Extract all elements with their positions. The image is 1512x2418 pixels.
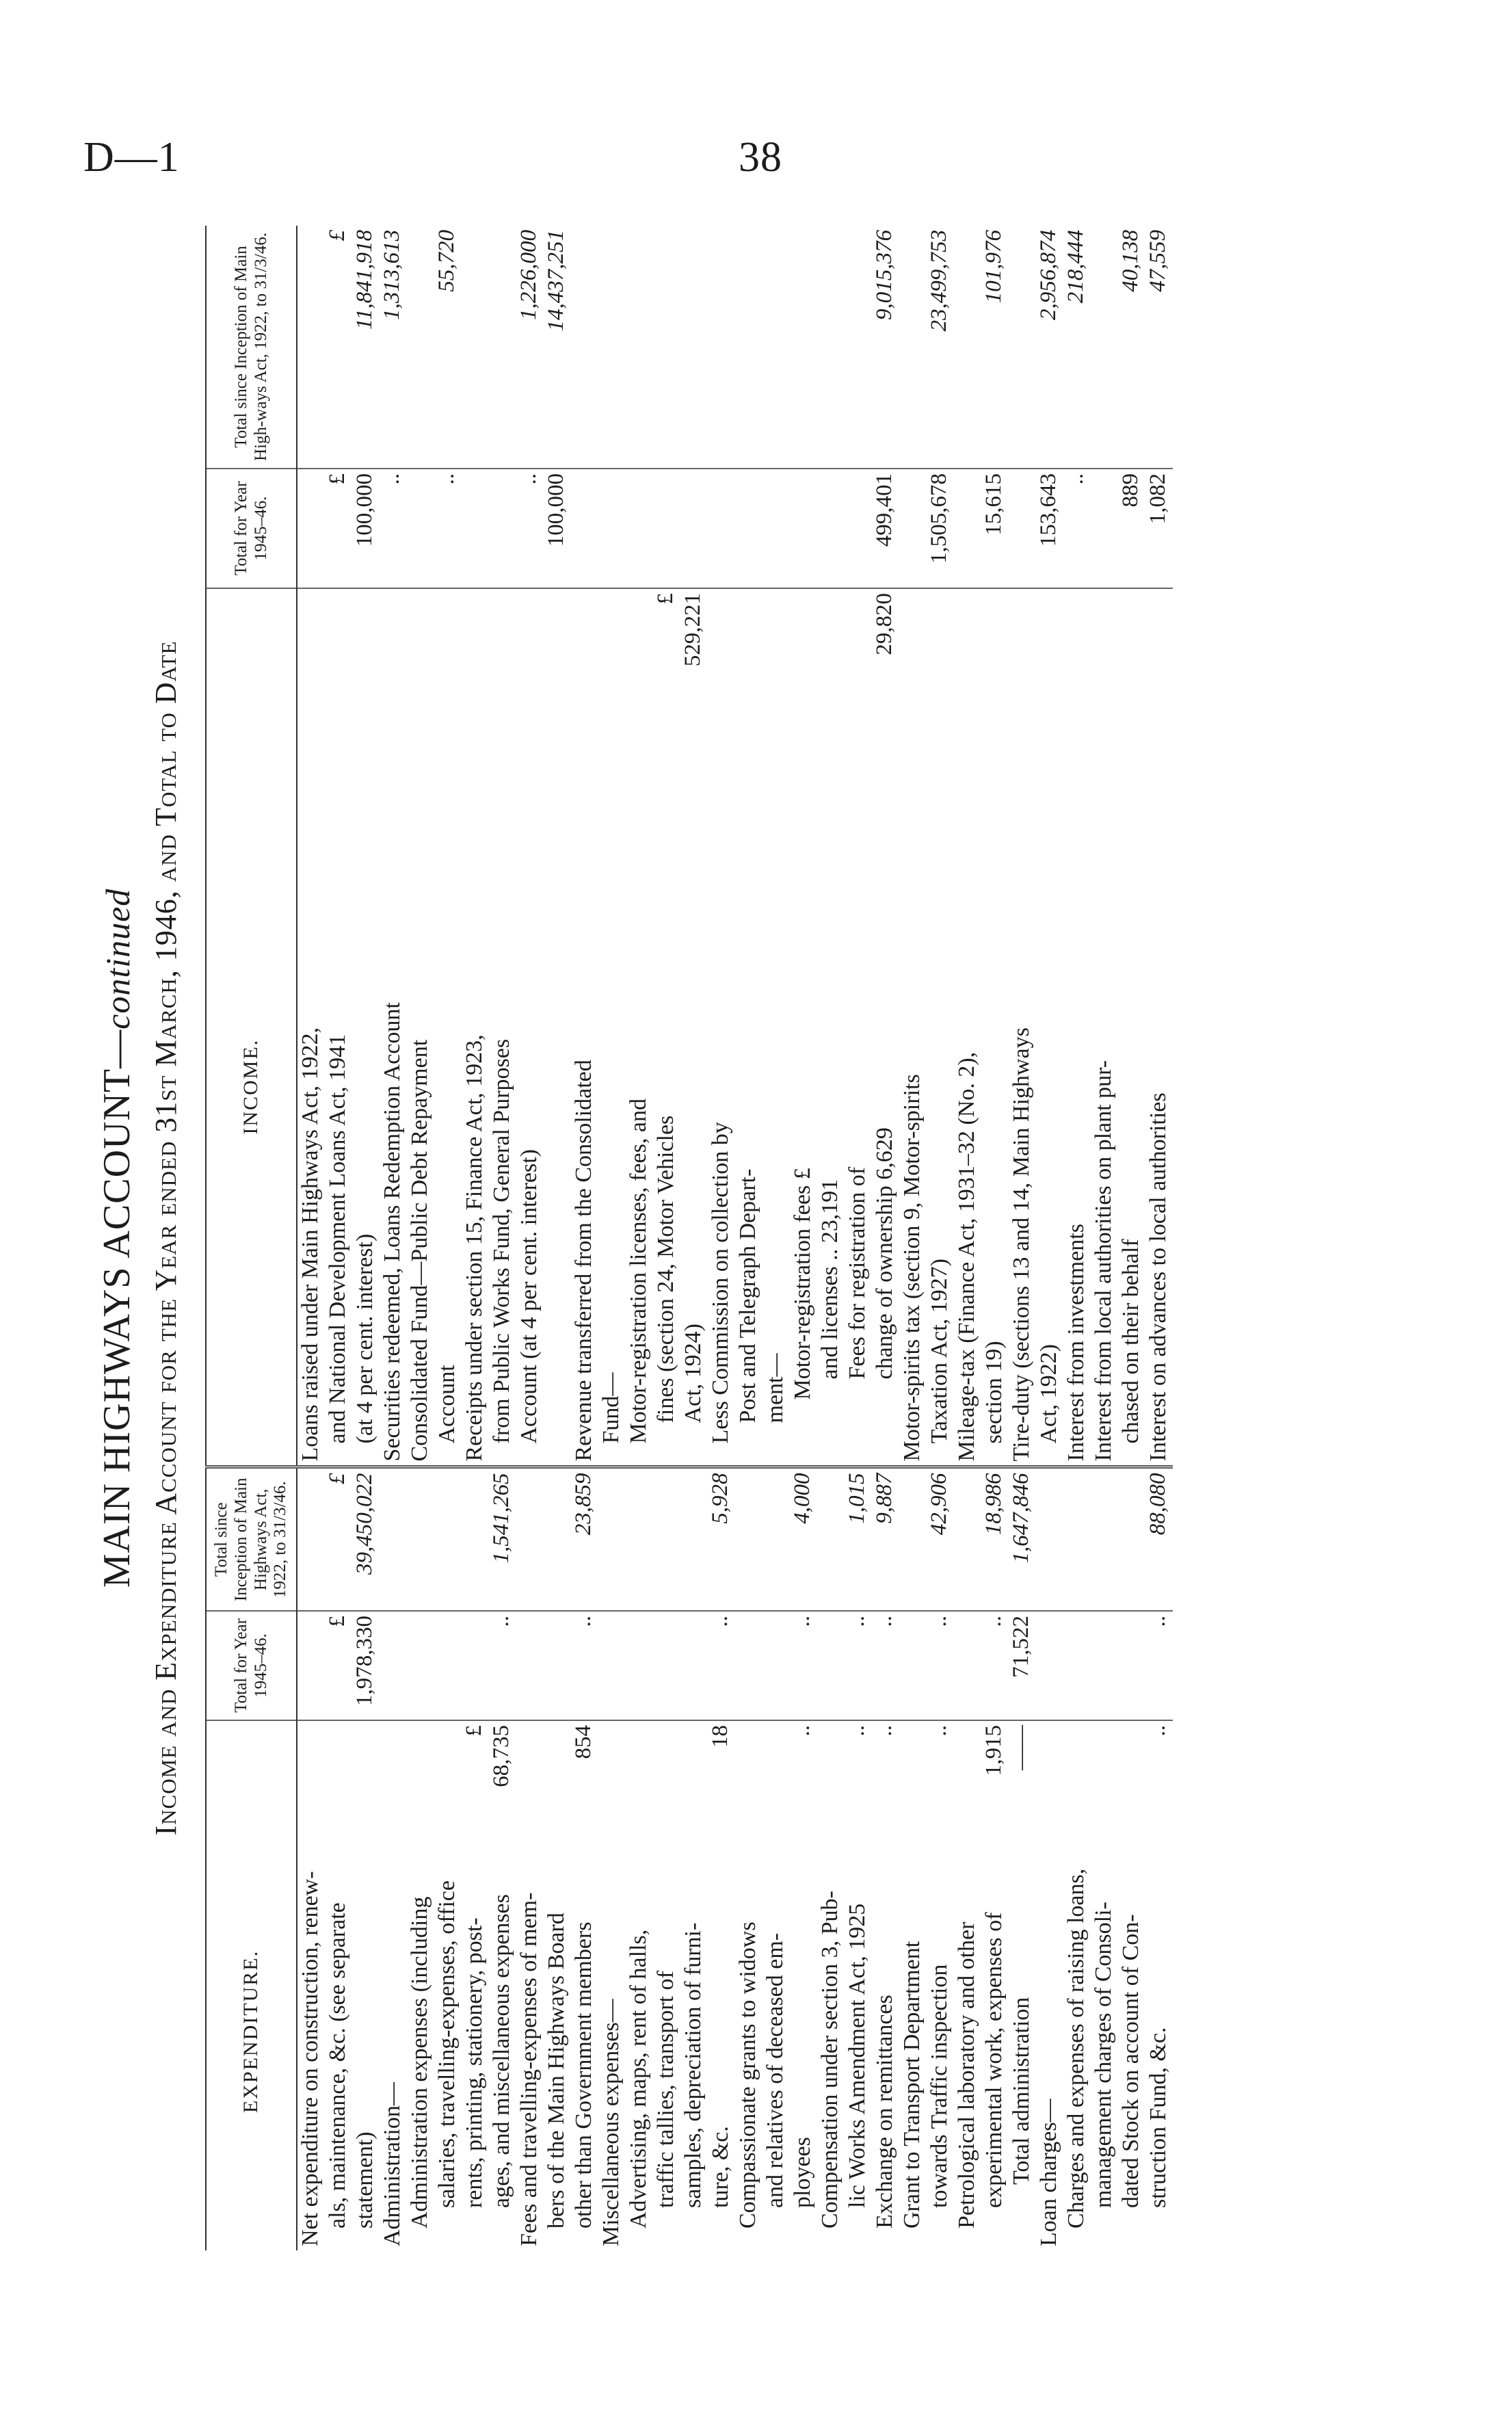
- inc-inner-header: [206, 588, 297, 708]
- expenditure-line: Total administration: [1009, 1997, 1034, 2185]
- income-line: Motor-spirits tax (section 9, Motor-spirits: [899, 1074, 925, 1462]
- income-inner-amount: [380, 593, 407, 704]
- income-since-amount: [297, 230, 325, 464]
- income-year-amount: [297, 473, 325, 583]
- expenditure-since-amount: [626, 1473, 653, 1607]
- expenditure-year-amount: [653, 1616, 680, 1716]
- income-year-amount: [817, 473, 845, 583]
- income-inner-amount: [1118, 593, 1145, 704]
- income-line: change of ownership 6,629: [872, 1127, 897, 1380]
- income-since-amount: [954, 230, 981, 464]
- income-line: and National Development Loans Act, 1941: [325, 1034, 350, 1444]
- expenditure-since-amount: 23,859: [571, 1473, 596, 1536]
- income-since-amount: 14,437,251: [544, 230, 568, 332]
- expenditure-year-amount: [735, 1616, 762, 1716]
- income-since-amount: 1,313,613: [380, 230, 404, 320]
- expenditure-line: experimental work, expenses of: [981, 1912, 1007, 2208]
- expenditure-year-amount: [462, 1616, 489, 1716]
- income-since-amount: [899, 230, 927, 464]
- expenditure-year-amount: [380, 1616, 407, 1716]
- income-inner-amount: [297, 593, 325, 704]
- income-line: Loans raised under Main Highways Act, 1922,: [297, 1027, 323, 1462]
- expenditure-since-amount: [598, 1473, 626, 1607]
- expenditure-year-amount: [1063, 1616, 1091, 1716]
- income-year-amount: [626, 473, 653, 583]
- expenditure-since-amount: [735, 1473, 762, 1607]
- income-year-amount: [762, 473, 790, 583]
- expenditure-line: als, maintenance, &c. (see separate: [325, 1902, 350, 2229]
- expenditure-inner-amount: ..: [790, 1725, 814, 1737]
- expenditure-since-amount: [380, 1473, 407, 1607]
- expenditure-since-amount: [653, 1473, 680, 1607]
- income-since-amount: 23,499,753: [927, 230, 951, 332]
- expenditure-inner-amount: 1,915: [981, 1725, 1006, 1776]
- expenditure-year-amount: [598, 1616, 626, 1716]
- income-since-amount: [462, 230, 489, 464]
- income-inner-amount: [626, 593, 653, 704]
- expenditure-since-amount: [1091, 1473, 1118, 1607]
- expenditure-since-amount: £: [325, 1473, 349, 1484]
- income-header: INCOME.: [206, 708, 297, 1467]
- income-inner-amount: [489, 593, 516, 704]
- expenditure-since-amount: [817, 1473, 845, 1607]
- expenditure-since-amount: [954, 1473, 981, 1607]
- income-year-amount: 1,505,678: [927, 473, 951, 564]
- expenditure-line: management charges of Consoli-: [1091, 1902, 1116, 2208]
- income-line: Receipts under section 15, Finance Act, 1923,: [462, 1034, 487, 1462]
- expenditure-line: Charges and expenses of raising loans,: [1063, 1868, 1089, 2229]
- income-year-amount: [1091, 473, 1118, 583]
- expenditure-year-amount: [407, 1616, 434, 1716]
- expenditure-year-amount: [516, 1616, 544, 1716]
- expenditure-year-amount: [1036, 1616, 1063, 1716]
- expenditure-line: Compensation under section 3, Pub-: [817, 1891, 843, 2229]
- page-number: 38: [739, 134, 782, 181]
- exp-year-header: Total for Year 1945–46.: [206, 1611, 297, 1720]
- income-line: and licenses .. 23,191: [817, 1179, 843, 1380]
- income-year-amount: [899, 473, 927, 583]
- income-since-amount: [571, 230, 598, 464]
- expenditure-year-amount: [626, 1616, 653, 1716]
- income-line: Fund—: [598, 1372, 624, 1444]
- income-line: Mileage-tax (Finance Act, 1931–32 (No. 2),: [954, 1051, 979, 1462]
- income-inner-amount: [1091, 593, 1118, 704]
- income-year-amount: £: [325, 473, 349, 485]
- body-row: [297, 226, 1173, 2250]
- expenditure-inner-amount: [653, 1725, 680, 1809]
- income-year-amounts: [297, 469, 1173, 588]
- expenditure-year-amount: ..: [927, 1616, 951, 1627]
- expenditure-year-amount: ..: [571, 1616, 596, 1627]
- expenditure-line: Advertising, maps, rent of halls,: [626, 1929, 651, 2229]
- account-table: [205, 226, 1173, 2250]
- expenditure-since-amount: [407, 1473, 434, 1607]
- income-since-amount: 101,976: [981, 230, 1006, 304]
- expenditure-since-amount: [297, 1473, 325, 1607]
- expenditure-year-amount: [899, 1616, 927, 1716]
- income-since-amount: [845, 230, 872, 464]
- expenditure-since-amount: 42,906: [927, 1473, 951, 1536]
- expenditure-since-amount: [1036, 1473, 1063, 1607]
- expenditure-year-amount: ..: [1145, 1616, 1170, 1627]
- income-inner-amount: [708, 593, 735, 704]
- expenditure-year-amount: [544, 1616, 571, 1716]
- income-line: Motor-registration licenses, fees, and: [626, 1099, 651, 1444]
- income-line: from Public Works Fund, General Purposes: [489, 1038, 514, 1444]
- expenditure-descriptions: [297, 1813, 1173, 2250]
- expenditure-year-amount: [762, 1616, 790, 1716]
- income-inner-amount: [571, 593, 598, 704]
- income-since-amount: [407, 230, 434, 464]
- income-line: Interest from local authorities on plant pur-: [1091, 1060, 1116, 1462]
- expenditure-inner-amount: [297, 1725, 325, 1809]
- expenditure-header: EXPENDITURE.: [206, 1813, 297, 2250]
- expenditure-year-amount: [817, 1616, 845, 1716]
- income-year-amount: [1009, 473, 1036, 583]
- income-year-amount: [845, 473, 872, 583]
- expenditure-year-amount: ..: [981, 1616, 1006, 1627]
- income-line: [544, 712, 571, 1462]
- income-year-amount: [735, 473, 762, 583]
- expenditure-inner-amount: ..: [1145, 1725, 1170, 1737]
- income-since-amount: 1,226,000: [516, 230, 541, 320]
- income-year-amount: [653, 473, 680, 583]
- income-since-amount: [1009, 230, 1036, 464]
- expenditure-line: ages, and miscellaneous expenses: [489, 1894, 514, 2208]
- expenditure-since-amount: [462, 1473, 489, 1607]
- expenditure-since-amount: 39,450,022: [352, 1473, 377, 1575]
- income-inner-amount: [462, 593, 489, 704]
- income-since-amount: 11,841,918: [352, 230, 377, 330]
- income-line: Less Commission on collection by: [708, 1122, 733, 1444]
- income-since-amount: 47,559: [1145, 230, 1170, 292]
- expenditure-line: Fees and travelling-expenses of mem-: [516, 1892, 542, 2246]
- expenditure-line: Administration expenses (including: [407, 1896, 432, 2229]
- expenditure-inner-amount: [1063, 1725, 1091, 1809]
- expenditure-year-amount: 71,522: [1009, 1616, 1033, 1678]
- income-year-amount: 15,615: [981, 473, 1006, 536]
- expenditure-inner-amount: [1091, 1725, 1118, 1809]
- income-since-amount: [817, 230, 845, 464]
- income-since-amount: 2,956,874: [1036, 230, 1061, 320]
- expenditure-line: Grant to Transport Department: [899, 1941, 925, 2229]
- expenditure-inner-amount: ..: [927, 1725, 951, 1737]
- expenditure-line: towards Traffic inspection: [927, 1964, 952, 2208]
- income-since-amount: 9,015,376: [872, 230, 897, 320]
- expenditure-inner-amount: [1036, 1725, 1063, 1809]
- income-year-amount: [680, 473, 708, 583]
- income-since-amount: [626, 230, 653, 464]
- income-since-amounts: [297, 226, 1173, 469]
- expenditure-inner-amount: [516, 1725, 544, 1809]
- exp-since-header: Total since Inception of Main Highways Act, 1922, to 31/3/46.: [206, 1467, 297, 1611]
- income-inner-amount: [735, 593, 762, 704]
- income-year-amount: [790, 473, 817, 583]
- expenditure-line: ployees: [790, 2137, 815, 2208]
- income-line: Act, 1924): [680, 1324, 706, 1423]
- income-line: Act, 1922): [1036, 1344, 1061, 1444]
- expenditure-inner-amount: [954, 1725, 981, 1809]
- expenditure-line: struction Fund, &c.: [1145, 2027, 1171, 2208]
- expenditure-line: Loan charges—: [1036, 2099, 1061, 2246]
- expenditure-since-amount: [899, 1473, 927, 1607]
- expenditure-line: lic Works Amendment Act, 1925: [845, 1903, 870, 2208]
- expenditure-line: dated Stock on account of Con-: [1118, 1914, 1143, 2208]
- income-line: Securities redeemed, Loans Redemption Account: [380, 1002, 405, 1462]
- expenditure-line: and relatives of deceased em-: [762, 1932, 788, 2208]
- income-since-amount: £: [325, 230, 349, 241]
- income-line: Interest from investments: [1063, 1224, 1089, 1462]
- income-since-amount: 218,444: [1063, 230, 1088, 304]
- expenditure-inner-amount: [762, 1725, 790, 1809]
- expenditure-inner-amounts: [297, 1720, 1173, 1813]
- expenditure-since-amount: 4,000: [790, 1473, 814, 1524]
- income-since-amount: [598, 230, 626, 464]
- income-year-amount: [462, 473, 489, 583]
- income-year-amount: 100,000: [352, 473, 377, 547]
- income-inner-amount: [927, 593, 954, 704]
- expenditure-inner-amount: [598, 1725, 626, 1809]
- income-year-amount: ..: [1063, 473, 1088, 485]
- expenditure-year-amount: 1,978,330: [352, 1616, 377, 1706]
- expenditure-since-amount: [1063, 1473, 1091, 1607]
- expenditure-line: ture, &c.: [708, 2126, 733, 2208]
- income-line: (at 4 per cent. interest): [352, 1233, 377, 1444]
- income-inner-amount: [434, 593, 462, 704]
- expenditure-inner-amount: 854: [571, 1725, 596, 1759]
- expenditure-since-amount: [434, 1473, 462, 1607]
- expenditure-line: rents, printing, stationery, post-: [462, 1917, 487, 2208]
- expenditure-since-amount: [544, 1473, 571, 1607]
- income-inner-amount: [352, 593, 380, 704]
- expenditure-line: traffic tallies, transport of: [653, 1971, 678, 2208]
- income-inner-amount: [516, 593, 544, 704]
- expenditure-since-amount: [1118, 1473, 1145, 1607]
- expenditure-since-amounts: [297, 1467, 1173, 1611]
- expenditure-inner-amount: ..: [872, 1725, 897, 1737]
- income-inner-amounts: [297, 588, 1173, 708]
- income-year-amount: [954, 473, 981, 583]
- expenditure-line: Miscellaneous expenses—: [598, 1999, 624, 2246]
- expenditure-year-amount: [1118, 1616, 1145, 1716]
- income-inner-amount: [1063, 593, 1091, 704]
- income-descriptions: [297, 708, 1173, 1467]
- income-since-amount: [790, 230, 817, 464]
- income-line: Interest on advances to local authorities: [1145, 1092, 1171, 1462]
- income-year-amount: 1,082: [1145, 473, 1170, 525]
- income-since-amount: [708, 230, 735, 464]
- expenditure-year-amount: £: [325, 1616, 349, 1627]
- title-continued: continued: [98, 888, 137, 1029]
- income-inner-amount: [1009, 593, 1036, 704]
- expenditure-year-amount: ..: [790, 1616, 814, 1627]
- income-inner-amount: [954, 593, 981, 704]
- income-line: Taxation Act, 1927): [927, 1258, 952, 1444]
- expenditure-inner-amount: [817, 1725, 845, 1809]
- income-inner-amount: £: [653, 593, 678, 605]
- expenditure-line: Net expenditure on construction, renew-: [297, 1871, 323, 2246]
- expenditure-inner-amount: 18: [708, 1725, 732, 1748]
- expenditure-line: samples, depreciation of furni-: [680, 1922, 706, 2208]
- expenditure-line: Administration—: [380, 2082, 405, 2246]
- expenditure-inner-amount: [899, 1725, 927, 1809]
- income-inner-amount: [407, 593, 434, 704]
- expenditure-inner-amount: £: [462, 1725, 486, 1737]
- expenditure-inner-amount: [352, 1725, 380, 1809]
- expenditure-inner-amount: 68,735: [489, 1725, 514, 1787]
- expenditure-line: statement): [352, 2131, 377, 2229]
- income-line: fines (section 24, Motor Vehicles: [653, 1115, 678, 1423]
- expenditure-year-amount: ..: [872, 1616, 897, 1627]
- income-inner-amount: [1036, 593, 1063, 704]
- income-inner-amount: 29,820: [872, 593, 897, 655]
- expenditure-year-amount: ..: [489, 1616, 514, 1627]
- income-since-amount: [1091, 230, 1118, 464]
- expenditure-year-amount: [1091, 1616, 1118, 1716]
- expenditure-year-amount: ..: [708, 1616, 732, 1627]
- expenditure-line: salaries, travelling-expenses, office: [434, 1880, 460, 2208]
- expenditure-since-amount: 1,541,265: [489, 1473, 514, 1564]
- income-year-amount: ..: [380, 473, 404, 485]
- expenditure-line: Compassionate grants to widows: [735, 1921, 760, 2229]
- expenditure-inner-amount: [626, 1725, 653, 1809]
- income-since-amount: [489, 230, 516, 464]
- income-line: section 19): [981, 1341, 1007, 1444]
- income-line: chased on their behalf: [1118, 1239, 1143, 1444]
- income-year-amount: 153,643: [1036, 473, 1061, 547]
- income-since-amount: [680, 230, 708, 464]
- income-year-amount: ..: [516, 473, 541, 485]
- income-inner-amount: [598, 593, 626, 704]
- expenditure-inner-amount: [325, 1725, 352, 1809]
- income-inner-amount: [845, 593, 872, 704]
- income-inner-amount: [981, 593, 1009, 704]
- exp-inner-header: [206, 1720, 297, 1813]
- account-subtitle: Income and Expenditure Account for the Year ended 31st March, 1946, and Total to Date: [149, 640, 183, 1836]
- expenditure-since-amount: 1,015: [845, 1473, 869, 1524]
- expenditure-line: Exchange on remittances: [872, 1995, 897, 2229]
- income-year-amount: 100,000: [544, 473, 568, 547]
- expenditure-year-amount: [680, 1616, 708, 1716]
- income-inner-amount: [544, 593, 571, 704]
- expenditure-inner-amount: [434, 1725, 462, 1809]
- income-inner-amount: [1145, 593, 1173, 704]
- income-year-amount: 499,401: [872, 473, 897, 547]
- income-year-amount: [489, 473, 516, 583]
- income-line: Post and Telegraph Depart-: [735, 1168, 760, 1423]
- page-reference: D—1: [83, 134, 180, 181]
- expenditure-inner-amount: ..: [845, 1725, 869, 1737]
- income-inner-amount: 529,221: [680, 593, 705, 667]
- expenditure-inner-amount: [407, 1725, 434, 1809]
- income-since-amount: 40,138: [1118, 230, 1143, 292]
- expenditure-since-amount: 9,887: [872, 1473, 897, 1524]
- expenditure-since-amount: [680, 1473, 708, 1607]
- expenditure-year-amount: [434, 1616, 462, 1716]
- expenditure-inner-amount: [1118, 1725, 1145, 1809]
- income-year-amount: ..: [434, 473, 459, 485]
- income-inner-amount: [817, 593, 845, 704]
- expenditure-inner-amount: [680, 1725, 708, 1809]
- income-line: Tire-duty (sections 13 and 14, Main Highways: [1009, 1027, 1034, 1462]
- income-line: Fees for registration of: [845, 1166, 870, 1380]
- inc-since-header: Total since Inception of Main High-ways Act, 1922, to 31/3/46.: [206, 226, 297, 469]
- expenditure-since-amount: 5,928: [708, 1473, 732, 1524]
- income-line: Account (at 4 per cent. interest): [516, 1149, 542, 1444]
- income-year-amount: [598, 473, 626, 583]
- expenditure-line: bers of the Main Highways Board: [544, 1913, 569, 2229]
- income-since-amount: [653, 230, 680, 464]
- income-year-amount: 889: [1118, 473, 1143, 508]
- income-since-amount: [762, 230, 790, 464]
- income-line: Revenue transferred from the Consolidated: [571, 1060, 596, 1462]
- title-main: MAIN HIGHWAYS ACCOUNT—: [96, 1029, 138, 1588]
- expenditure-since-amount: [762, 1473, 790, 1607]
- expenditure-year-amount: ..: [845, 1616, 869, 1627]
- account-sheet: [96, 226, 1422, 2250]
- header-row: [206, 226, 297, 2250]
- income-line: Account: [434, 1365, 460, 1444]
- income-inner-amount: [762, 593, 790, 704]
- expenditure-since-amount: 88,080: [1145, 1473, 1170, 1536]
- income-inner-amount: [899, 593, 927, 704]
- expenditure-inner-amount: [735, 1725, 762, 1809]
- income-year-amount: [407, 473, 434, 583]
- inc-year-header: Total for Year 1945–46.: [206, 469, 297, 588]
- expenditure-since-amount: [516, 1473, 544, 1607]
- income-inner-amount: [325, 593, 352, 704]
- income-line: Consolidated Fund—Public Debt Repayment: [407, 1039, 432, 1462]
- income-year-amount: [571, 473, 598, 583]
- expenditure-line: other than Government members: [571, 1921, 596, 2229]
- expenditure-year-amount: [954, 1616, 981, 1716]
- income-inner-amount: [790, 593, 817, 704]
- expenditure-since-amount: 18,986: [981, 1473, 1006, 1536]
- income-line: ment—: [762, 1353, 788, 1423]
- income-since-amount: [735, 230, 762, 464]
- expenditure-year-amounts: [297, 1611, 1173, 1720]
- income-since-amount: 55,720: [434, 230, 459, 292]
- expenditure-year-amount: [297, 1616, 325, 1716]
- account-title: [96, 226, 140, 2250]
- expenditure-since-amount: 1,647,846: [1009, 1473, 1033, 1564]
- income-line: Motor-registration fees £: [790, 1168, 815, 1400]
- expenditure-inner-amount: ——: [1009, 1725, 1033, 1770]
- income-year-amount: [708, 473, 735, 583]
- expenditure-line: Petrological laboratory and other: [954, 1921, 979, 2229]
- expenditure-inner-amount: [380, 1725, 407, 1809]
- expenditure-inner-amount: [544, 1725, 571, 1809]
